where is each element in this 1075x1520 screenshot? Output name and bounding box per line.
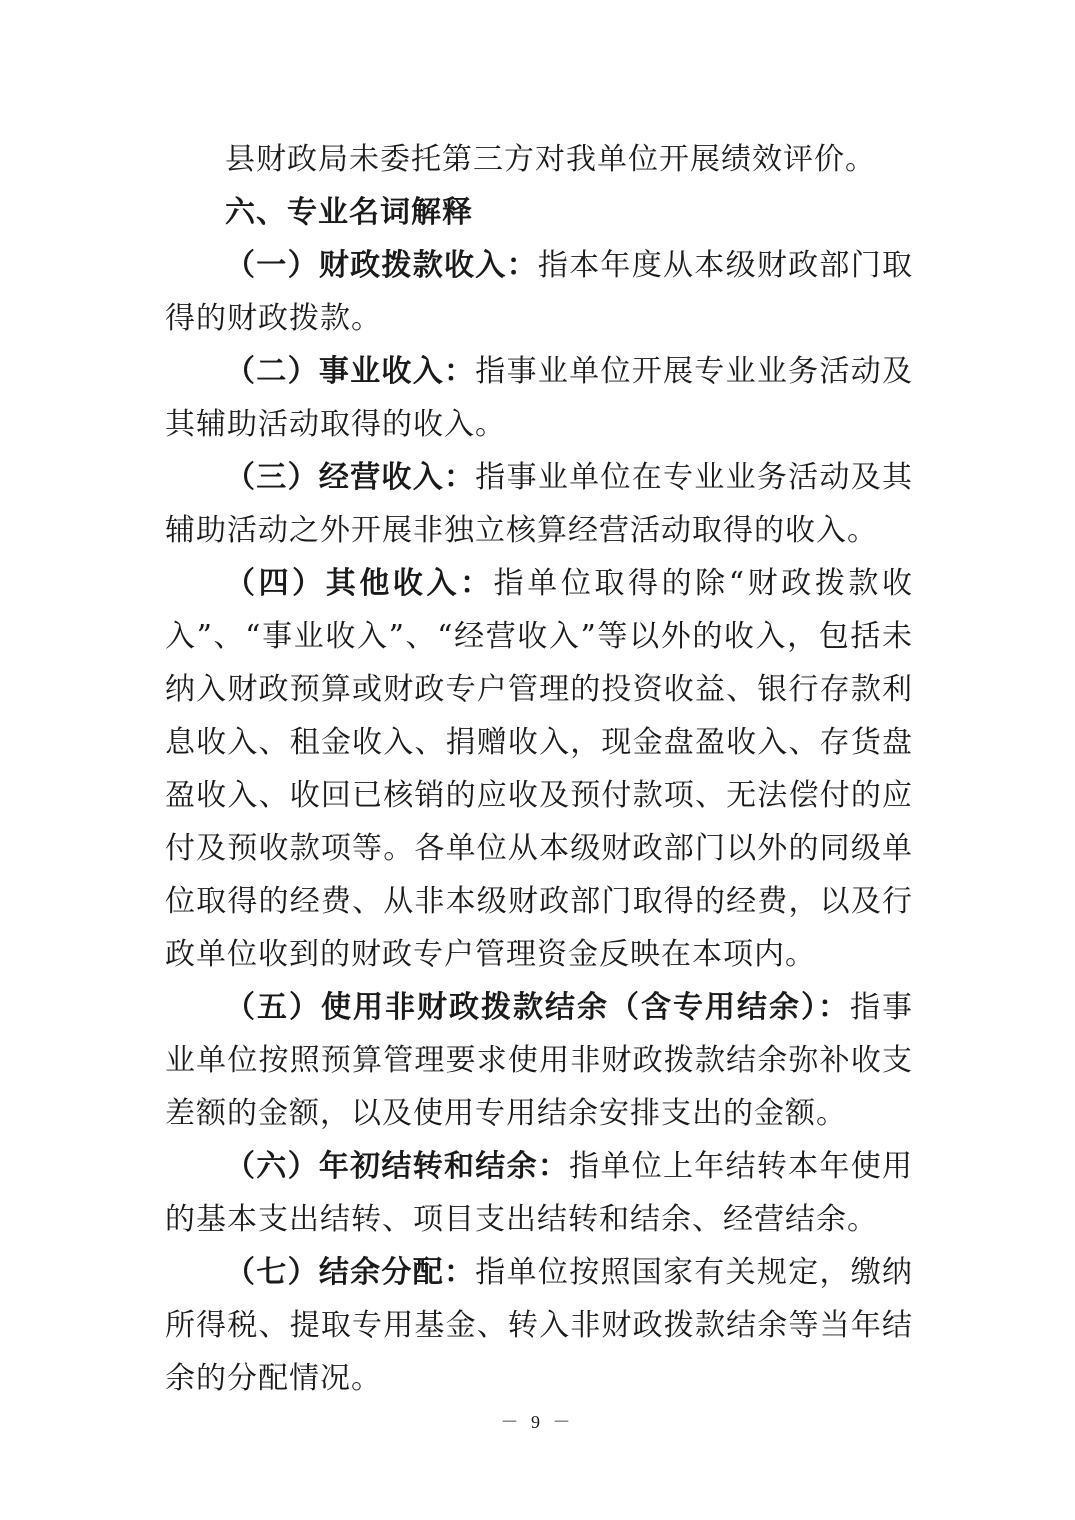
page-number: － 9 － <box>500 1412 575 1432</box>
definition-term: （四）其他收入： <box>225 566 494 601</box>
definition-term: （一）财政拨款收入： <box>225 248 538 283</box>
intro-paragraph: 县财政局未委托第三方对我单位开展绩效评价。 <box>225 142 876 177</box>
definition-term: （三）经营收入： <box>225 460 476 495</box>
definition-paragraph <box>165 345 913 451</box>
definition-paragraph <box>165 1140 913 1246</box>
definition-text: 指本年度从本级财政部门取得的财政拨款。 <box>165 248 914 336</box>
definition-paragraph <box>165 239 913 345</box>
definition-term: （六）年初结转和结余： <box>225 1149 570 1184</box>
definition-text: 指单位取得的除“财政拨款收入”、“事业收入”、“经营收入”等以外的收入，包括未纳入财政预算或财政专户管理的投资收益、银行存款利息收入、租金收入、捐赠收入，现金盘盈收入、存货盘盈收入、收回已核销的应收及预付款项、无法偿付的应付及预收款项等。各单位从本级财政部门以外的同级单位取得的经费、从非本级财政部门取得的经费，以及行政单位收到的财政专户管理资金反映在本项内。 <box>165 566 914 972</box>
definition-text: 指事业单位在专业业务活动及其辅助活动之外开展非独立核算经营活动取得的收入。 <box>165 460 914 548</box>
document-body <box>165 133 913 1405</box>
definition-paragraph <box>165 1246 913 1405</box>
definition-paragraph <box>165 981 913 1140</box>
definition-paragraph <box>165 451 913 557</box>
definition-term: （五）使用非财政拨款结余（含专用结余）： <box>225 990 850 1025</box>
section-heading: 六、专业名词解释 <box>225 195 473 230</box>
definition-term: （七）结余分配： <box>225 1255 476 1290</box>
definition-text: 指事业单位按照预算管理要求使用非财政拨款结余弥补收支差额的金额，以及使用专用结余安排支出的金额。 <box>165 990 913 1131</box>
definition-term: （二）事业收入： <box>225 354 476 389</box>
definition-text: 指事业单位开展专业业务活动及其辅助活动取得的收入。 <box>165 354 914 442</box>
definition-text: 指单位上年结转本年使用的基本支出结转、项目支出结转和结余、经营结余。 <box>165 1149 914 1237</box>
definition-text: 指单位按照国家有关规定，缴纳所得税、提取专用基金、转入非财政拨款结余等当年结余的分配情况。 <box>165 1255 914 1396</box>
definition-paragraph <box>165 557 913 981</box>
